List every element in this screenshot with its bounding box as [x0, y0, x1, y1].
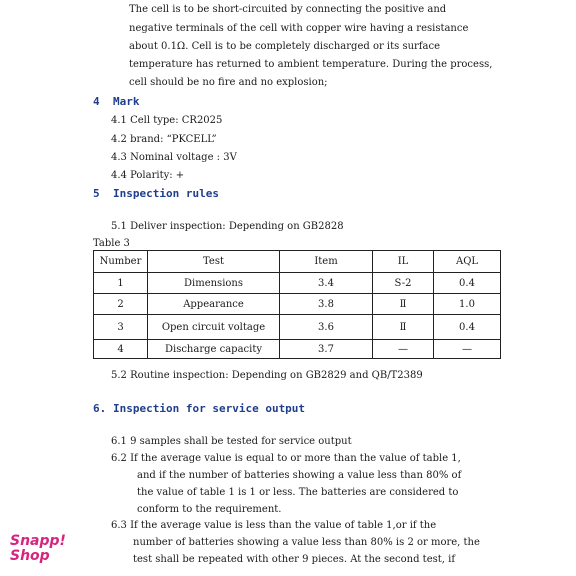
table-cell: 1.0	[434, 294, 501, 315]
table-row	[94, 294, 501, 315]
table-row	[94, 273, 501, 294]
mark-item: 4.3 Nominal voltage : 3V	[111, 152, 237, 163]
table-caption: Table 3	[93, 238, 130, 249]
inspection-table	[93, 250, 501, 359]
section-number: 5	[93, 187, 100, 200]
table-row	[94, 315, 501, 340]
table-cell: 3	[94, 315, 148, 340]
section-4-heading	[93, 95, 140, 108]
table-cell: 0.4	[434, 315, 501, 340]
column-header: Item	[280, 251, 373, 273]
mark-item: 4.4 Polarity: +	[111, 170, 185, 181]
section-5-heading	[93, 187, 219, 200]
column-header: Number	[94, 251, 148, 273]
deliver-inspection-line: 5.1 Deliver inspection: Depending on GB2828	[111, 221, 344, 232]
service-output-line: conform to the requirement.	[137, 504, 282, 515]
table-cell: —	[373, 340, 434, 359]
column-header: Test	[148, 251, 280, 273]
intro-line: cell should be no fire and no explosion;	[129, 77, 328, 88]
service-output-line: 6.3 If the average value is less than the value of table 1,or if the	[111, 520, 437, 531]
section-6-heading	[93, 402, 305, 415]
table-cell: Appearance	[148, 294, 280, 315]
table-cell: —	[434, 340, 501, 359]
service-output-line: 6.2 If the average value is equal to or more than the value of table 1,	[111, 453, 461, 464]
section-number: 6.	[93, 402, 107, 415]
table-cell: S-2	[373, 273, 434, 294]
table-row	[94, 340, 501, 359]
intro-line: temperature has returned to ambient temperature. During the process,	[129, 59, 493, 70]
column-header: IL	[373, 251, 434, 273]
logo-line: Shop	[10, 548, 50, 564]
table-cell: 3.4	[280, 273, 373, 294]
section-title: Mark	[113, 95, 140, 108]
mark-item: 4.2 brand: “PKCELL”	[111, 134, 217, 145]
routine-inspection-line: 5.2 Routine inspection: Depending on GB2829 and QB/T2389	[111, 370, 423, 381]
service-output-line: and if the number of batteries showing a value less than 80% of	[137, 470, 462, 481]
column-header: AQL	[434, 251, 501, 273]
table-cell: 4	[94, 340, 148, 359]
intro-line: about 0.1Ω. Cell is to be completely discharged or its surface	[129, 41, 440, 52]
table-header-row	[94, 251, 501, 273]
section-title: Inspection rules	[113, 187, 219, 200]
table-cell: 3.6	[280, 315, 373, 340]
table-cell: Discharge capacity	[148, 340, 280, 359]
table-cell: Ⅱ	[373, 294, 434, 315]
table-cell: 3.7	[280, 340, 373, 359]
intro-line: negative terminals of the cell with copper wire having a resistance	[129, 23, 469, 34]
table-cell: 3.8	[280, 294, 373, 315]
table-cell: 0.4	[434, 273, 501, 294]
table-cell: Ⅱ	[373, 315, 434, 340]
table-cell: Dimensions	[148, 273, 280, 294]
table-cell: 1	[94, 273, 148, 294]
table-cell: 2	[94, 294, 148, 315]
table-cell: Open circuit voltage	[148, 315, 280, 340]
logo-line: Snapp!	[10, 533, 66, 549]
service-output-line: 6.1 9 samples shall be tested for service output	[111, 436, 352, 447]
service-output-line: test shall be repeated with other 9 pieces. At the second test, if	[133, 554, 456, 565]
section-number: 4	[93, 95, 100, 108]
intro-line: The cell is to be short-circuited by connecting the positive and	[129, 4, 447, 15]
snapp-shop-logo	[10, 534, 66, 564]
service-output-line: the value of table 1 is 1 or less. The batteries are considered to	[137, 487, 459, 498]
mark-item: 4.1 Cell type: CR2025	[111, 115, 223, 126]
section-title: Inspection for service output	[113, 402, 306, 415]
service-output-line: number of batteries showing a value less than 80% is 2 or more, the	[133, 537, 480, 548]
